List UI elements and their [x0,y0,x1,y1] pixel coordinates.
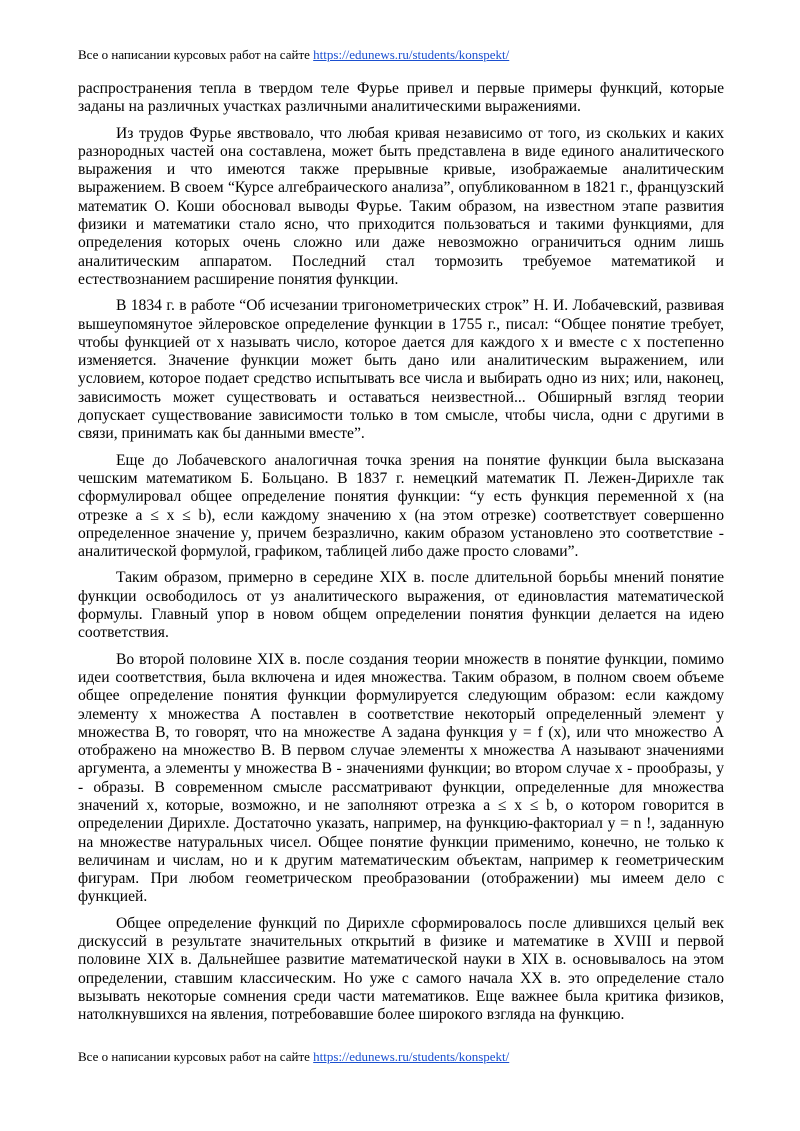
paragraph-7: Общее определение функций по Дирихле сформировалось после длившихся целый век дискуссий в результате значительных открытий в физике и математике в XVIII и первой половине XIX в. Дальнейшее развитие математической науки в XIX в. основывалось на этом определении, ставшим классическим. Но уже с самого начала XX в. это определение стало вызывать некоторые сомнения среди части математиков. Еще важнее была критика физиков, натолкнувшихся на явления, потребовавшие более широкого взгляда на функцию. [78,914,724,1024]
paragraph-3: В 1834 г. в работе “Об исчезании тригонометрических строк” Н. И. Лобачевский, развивая вышеупомянутое эйлеровское определение функции в 1755 г., писал: “Общее понятие требует, чтобы функцией от x называть число, которое дается для каждого x и вместе с x постепенно изменяется. Значение функции может быть дано или аналитическим выражением, или условием, которое подает средство испытывать все числа и выбирать одно из них; или, наконец, зависимость может существовать и оставаться неизвестной... Обширный взгляд теории допускает существование зависимости только в том смысле, чтобы числа, одни с другими в связи, принимать как бы данными вместе”. [78,297,724,443]
document-body [78,80,724,1040]
page-header [78,47,728,63]
paragraph-6: Во второй половине XIX в. после создания теории множеств в понятие функции, помимо идеи соответствия, была включена и идея множества. Таким образом, в полном своем объеме общее определение понятия функции формулируется следующим образом: если каждому элементу x множества A поставлен в соответствие некоторый определенный элемент y множества B, то говорят, что на множестве A задана функция y = f (x), или что множество A отображено на множество B. В первом случае элементы x множества A называют значениями аргумента, а элементы y множества B - значениями функции; во втором случае x - прообразы, y - образы. В современном смысле рассматривают функции, определенные для множества значений x, которые, возможно, и не заполняют отрезка a ≤ x ≤ b, о котором говорится в определении Дирихле. Достаточно указать, например, на функцию-факториал y = n !, заданную на множестве натуральных чисел. Общее понятие функции применимо, конечно, не только к величинам и числам, но и к другим математическим объектам, например к геометрическим фигурам. При любом геометрическом преобразовании (отображении) мы имеем дело с функцией. [78,650,724,906]
header-text: Все о написании курсовых работ на сайте [78,47,314,62]
header-link[interactable]: https://edunews.ru/students/konspekt/ [313,47,510,62]
page-footer [78,1049,728,1065]
paragraph-2: Из трудов Фурье явствовало, что любая кривая независимо от того, из скольких и каких разнородных частей она составлена, может быть представлена в виде единого аналитического выражения и что имеются также прерывные кривые, изображаемые аналитическим выражением. В своем “Курсе алгебраического анализа”, опубликованном в 1821 г., французский математик О. Коши обосновал выводы Фурье. Таким образом, на известном этапе развития физики и математики стало ясно, что приходится пользоваться и такими функциями, для определения которых очень сложно или даже невозможно ограничиться одним лишь аналитическим аппаратом. Последний стал тормозить требуемое математикой и естествознанием расширение понятия функции. [78,124,724,288]
paragraph-5: Таким образом, примерно в середине XIX в. после длительной борьбы мнений понятие функции освободилось от уз аналитического выражения, от единовластия математической формулы. Главный упор в новом общем определении понятия функции делается на идею соответствия. [78,569,724,642]
footer-link[interactable]: https://edunews.ru/students/konspekt/ [313,1049,510,1064]
footer-text: Все о написании курсовых работ на сайте [78,1049,314,1064]
paragraph-1: распространения тепла в твердом теле Фурье привел и первые примеры функций, которые заданы на различных участках различными аналитическими выражениями. [78,80,724,116]
paragraph-4: Еще до Лобачевского аналогичная точка зрения на понятие функции была высказана чешским математиком Б. Больцано. В 1837 г. немецкий математик П. Лежен-Дирихле так сформулировал общее определение понятия функции: “y есть функция переменной x (на отрезке a ≤ x ≤ b), если каждому значению x (на этом отрезке) соответствует совершенно определенное значение y, причем безразлично, каким образом установлено это соответствие - аналитической формулой, графиком, таблицей либо даже просто словами”. [78,451,724,561]
